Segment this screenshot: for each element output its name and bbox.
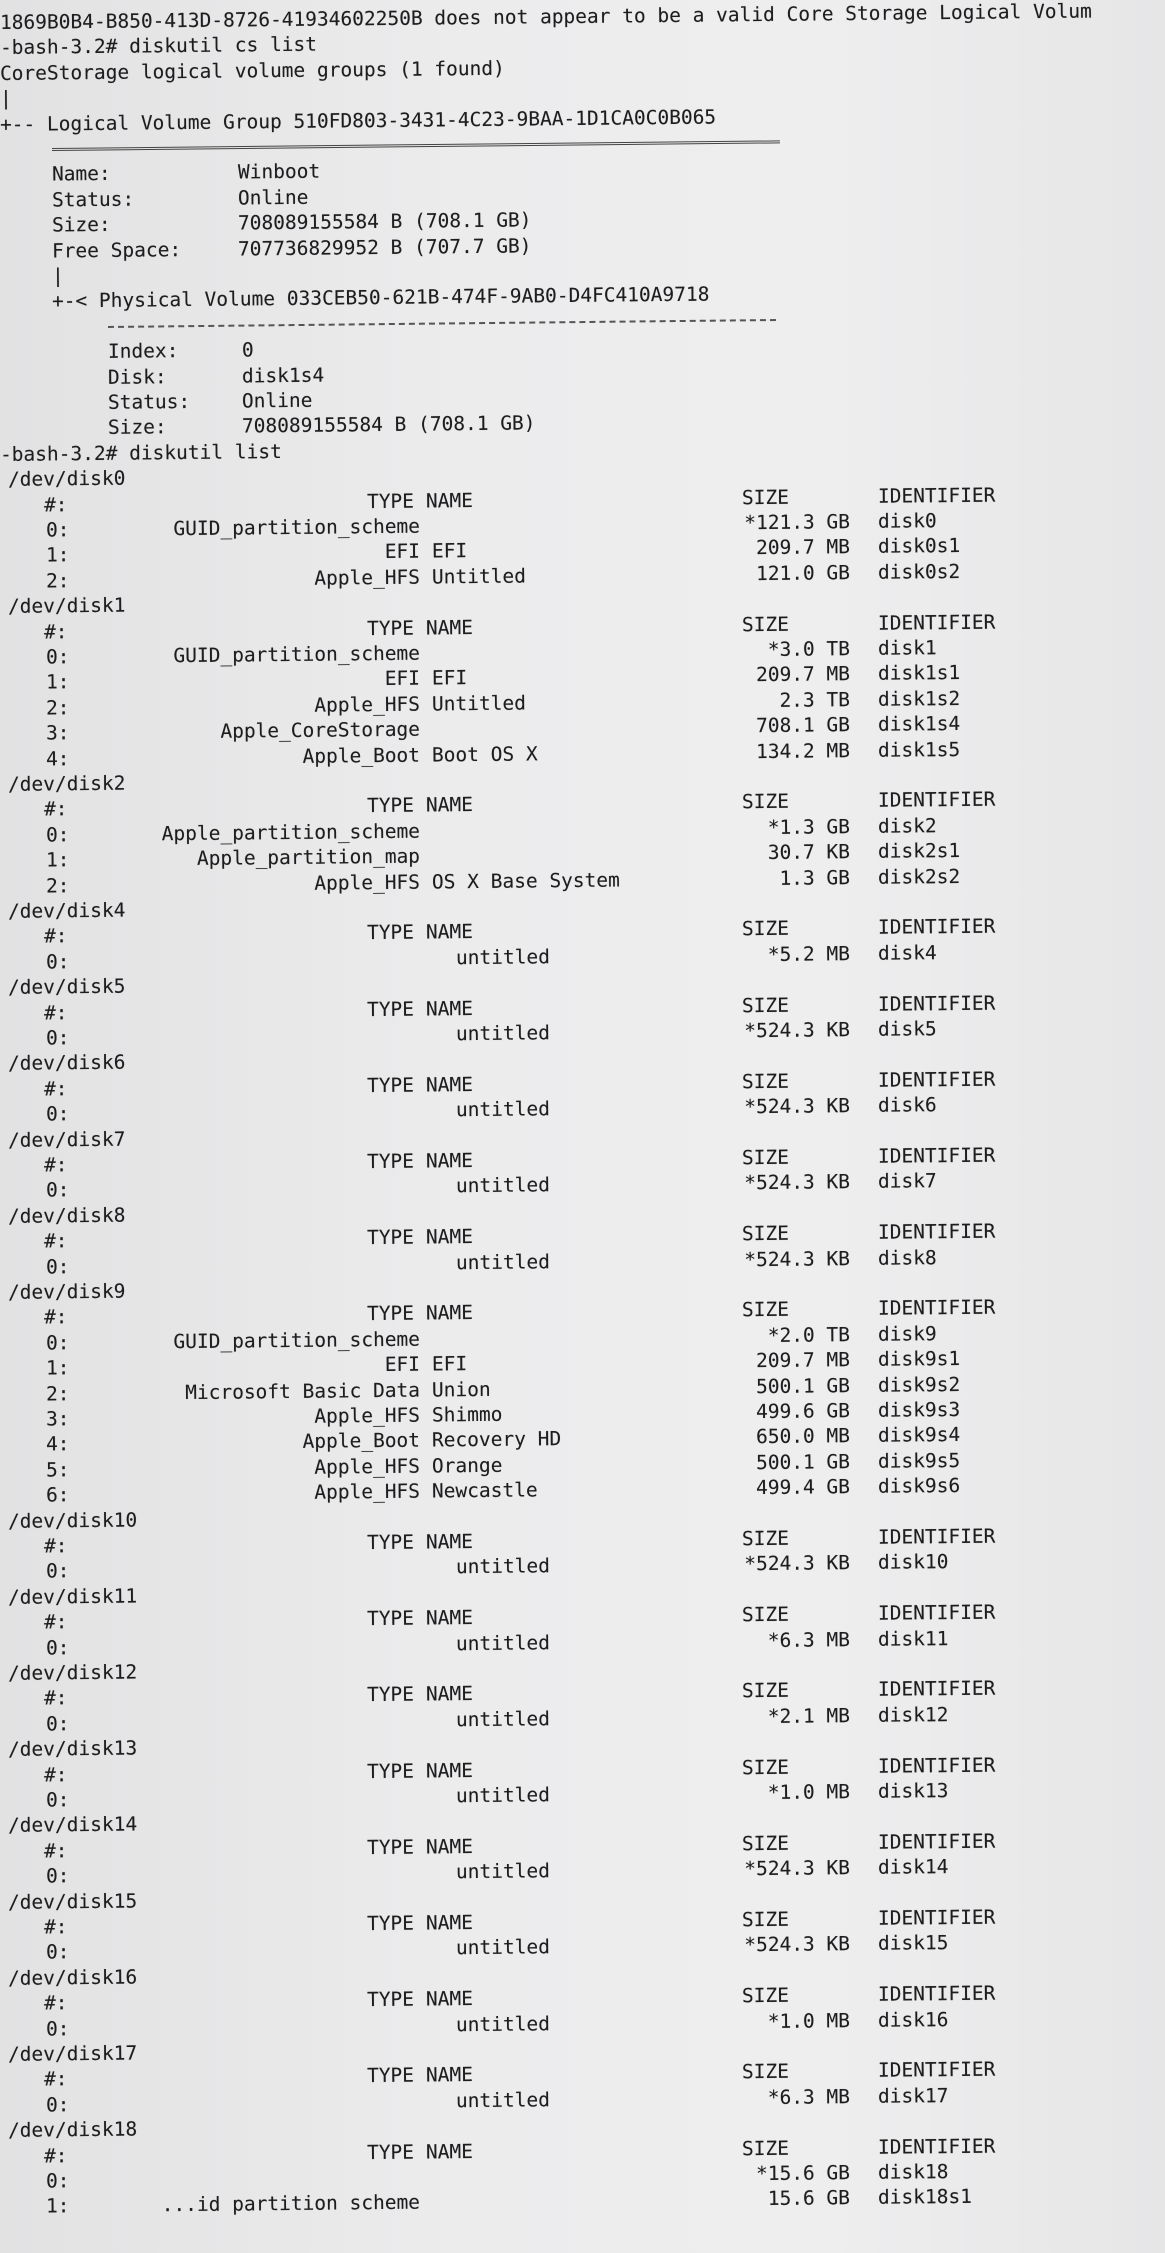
- partition-name: untitled: [455, 1630, 551, 1655]
- col-header-name: NAME: [425, 1834, 474, 1859]
- partition-size: 499.6 GB: [755, 1399, 851, 1424]
- partition-identifier: disk2s2: [877, 864, 961, 889]
- col-header-type: TYPE: [366, 1911, 415, 1936]
- partition-index: 0:: [45, 1940, 70, 1964]
- col-header-name: NAME: [425, 793, 474, 817]
- property-key: Index:: [107, 339, 179, 364]
- col-header-index: #:: [43, 1153, 68, 1177]
- property-value: Winboot: [237, 160, 321, 184]
- partition-identifier: disk1s2: [877, 686, 961, 711]
- property-key: Disk:: [107, 364, 167, 389]
- partition-size: 209.7 MB: [755, 535, 851, 560]
- partition-size: *6.3 MB: [767, 2084, 851, 2109]
- col-header-type: TYPE: [366, 794, 415, 818]
- partition-name: untitled: [455, 1935, 551, 1960]
- partition-type: EFI: [384, 666, 421, 691]
- property-key: Name:: [51, 162, 111, 186]
- col-header-identifier: IDENTIFIER: [877, 991, 996, 1016]
- property-value: 707736829952 B (707.7 GB): [237, 234, 532, 261]
- partition-identifier: disk12: [877, 1702, 949, 1727]
- partition-identifier: disk17: [877, 2083, 949, 2108]
- partition-name: untitled: [455, 1021, 551, 1046]
- disk-path-label: /dev/disk8: [7, 1203, 126, 1228]
- partition-type: Apple_HFS: [314, 1403, 421, 1428]
- partition-size: *1.0 MB: [767, 1780, 851, 1804]
- col-header-index: #:: [43, 2067, 68, 2091]
- col-header-size: SIZE: [741, 1145, 790, 1170]
- output-text: -bash-3.2# diskutil list: [0, 439, 282, 466]
- partition-index: 0:: [45, 1559, 70, 1583]
- partition-type: Apple_HFS: [314, 565, 421, 590]
- disk-path-label: /dev/disk11: [7, 1584, 138, 1609]
- partition-identifier: disk1s4: [877, 712, 961, 736]
- partition-type: ...id partition scheme: [161, 2190, 421, 2217]
- output-text: |: [0, 87, 12, 111]
- col-header-name: NAME: [425, 2139, 474, 2164]
- partition-identifier: disk16: [877, 2007, 949, 2032]
- partition-size: *6.3 MB: [767, 1627, 851, 1652]
- property-key: Status:: [51, 187, 135, 212]
- partition-identifier: disk9s6: [877, 1474, 961, 1498]
- partition-size: *524.3 KB: [744, 1170, 851, 1195]
- disk-path-label: /dev/disk5: [7, 974, 126, 1000]
- partition-type: Apple_HFS: [314, 1479, 421, 1504]
- partition-identifier: disk1: [877, 636, 937, 660]
- col-header-type: TYPE: [366, 1835, 415, 1859]
- col-header-type: TYPE: [366, 1987, 415, 2012]
- col-header-size: SIZE: [741, 993, 790, 1017]
- partition-size: 500.1 GB: [755, 1373, 851, 1398]
- col-header-index: #:: [43, 924, 68, 948]
- partition-size: *524.3 KB: [744, 1932, 851, 1957]
- disk-path-label: /dev/disk14: [7, 1812, 138, 1838]
- col-header-index: #:: [43, 1610, 68, 1634]
- output-text: |: [51, 264, 64, 288]
- col-header-size: SIZE: [741, 1526, 790, 1551]
- output-text: -bash-3.2# diskutil cs list: [0, 33, 318, 60]
- col-header-name: NAME: [425, 1606, 474, 1630]
- partition-index: 3:: [45, 721, 70, 745]
- partition-name: Untitled: [431, 564, 527, 589]
- col-header-identifier: IDENTIFIER: [877, 2057, 996, 2083]
- partition-type: Apple_HFS: [314, 692, 421, 717]
- partition-name: untitled: [455, 1173, 551, 1198]
- partition-identifier: disk0: [877, 509, 937, 533]
- col-header-name: NAME: [425, 1911, 474, 1935]
- col-header-identifier: IDENTIFIER: [877, 787, 996, 813]
- disk-path-label: /dev/disk6: [7, 1051, 126, 1076]
- separator-rule: [52, 140, 780, 151]
- col-header-type: TYPE: [366, 1530, 415, 1555]
- col-header-type: TYPE: [366, 1149, 415, 1174]
- output-text: 1869B0B4-B850-413D-8726-41934602250B does not appear to be a valid Core Storage Logical Volum: [0, 0, 1092, 34]
- partition-index: 0:: [45, 2016, 70, 2041]
- col-header-index: #:: [43, 1534, 68, 1558]
- partition-identifier: disk6: [877, 1093, 937, 1117]
- partition-size: 15.6 GB: [767, 2186, 851, 2211]
- partition-identifier: disk9s1: [877, 1347, 961, 1371]
- disk-path-label: /dev/disk13: [7, 1736, 138, 1762]
- partition-size: 708.1 GB: [755, 713, 851, 738]
- partition-type: EFI: [384, 539, 421, 564]
- col-header-type: TYPE: [366, 2064, 415, 2088]
- col-header-size: SIZE: [741, 917, 790, 941]
- disk-path-label: /dev/disk4: [7, 898, 126, 923]
- partition-index: 2:: [45, 569, 70, 593]
- col-header-index: #:: [43, 1000, 68, 1025]
- property-value: Online: [237, 185, 309, 210]
- partition-type: GUID_partition_scheme: [173, 641, 421, 668]
- property-value: 0: [241, 338, 254, 362]
- col-header-type: TYPE: [366, 1302, 415, 1326]
- col-header-type: TYPE: [366, 1225, 415, 1250]
- partition-size: *3.0 TB: [767, 637, 851, 661]
- partition-name: untitled: [455, 1783, 551, 1808]
- partition-type: Apple_partition_map: [196, 844, 421, 871]
- partition-size: 650.0 MB: [755, 1424, 851, 1449]
- partition-size: *2.0 TB: [767, 1322, 851, 1347]
- partition-index: 0:: [45, 645, 70, 669]
- col-header-size: SIZE: [741, 612, 790, 636]
- partition-name: untitled: [455, 1707, 551, 1732]
- partition-name: Untitled: [431, 691, 527, 716]
- partition-identifier: disk18: [877, 2160, 949, 2184]
- partition-type: Apple_Boot: [302, 1428, 421, 1454]
- property-value: 708089155584 B (708.1 GB): [241, 411, 536, 438]
- col-header-identifier: IDENTIFIER: [877, 1829, 996, 1854]
- partition-size: *121.3 GB: [744, 510, 851, 535]
- col-header-identifier: IDENTIFIER: [877, 1295, 996, 1321]
- partition-index: 1:: [45, 1356, 70, 1380]
- partition-size: *524.3 KB: [744, 1856, 851, 1881]
- col-header-size: SIZE: [741, 1069, 790, 1094]
- partition-index: 0:: [45, 1864, 70, 1888]
- partition-name: Orange: [431, 1453, 503, 1478]
- partition-identifier: disk13: [877, 1779, 949, 1803]
- partition-size: *524.3 KB: [744, 1018, 851, 1043]
- disk-path-label: /dev/disk1: [7, 593, 126, 619]
- partition-identifier: disk0s1: [877, 534, 961, 559]
- partition-name: Newcastle: [431, 1478, 538, 1503]
- partition-size: 30.7 KB: [767, 840, 851, 865]
- col-header-index: #:: [43, 1839, 68, 1863]
- partition-identifier: disk1s1: [877, 661, 961, 686]
- disk-path-label: /dev/disk7: [7, 1127, 126, 1152]
- partition-name: untitled: [455, 1249, 551, 1274]
- partition-index: 0:: [45, 1712, 70, 1736]
- property-value: disk1s4: [241, 363, 325, 388]
- col-header-index: #:: [43, 492, 68, 517]
- col-header-name: NAME: [425, 2063, 474, 2087]
- partition-size: 134.2 MB: [755, 738, 851, 763]
- disk-path-label: /dev/disk9: [7, 1279, 126, 1304]
- partition-index: 2:: [45, 696, 70, 720]
- col-header-identifier: IDENTIFIER: [877, 1981, 996, 2006]
- col-header-index: #:: [43, 1915, 68, 1939]
- partition-identifier: disk11: [877, 1626, 949, 1651]
- col-header-name: NAME: [425, 488, 474, 513]
- col-header-identifier: IDENTIFIER: [877, 1905, 996, 1930]
- col-header-name: NAME: [425, 1072, 474, 1097]
- partition-size: *15.6 GB: [755, 2161, 851, 2186]
- partition-index: 1:: [45, 543, 70, 567]
- partition-identifier: disk9s3: [877, 1397, 961, 1422]
- partition-name: Boot OS X: [431, 741, 538, 767]
- disk-path-label: /dev/disk2: [7, 771, 126, 796]
- disk-path-label: /dev/disk0: [7, 466, 126, 492]
- partition-index: 0:: [45, 823, 70, 847]
- partition-type: EFI: [384, 1352, 421, 1377]
- col-header-identifier: IDENTIFIER: [877, 1143, 996, 1168]
- partition-name: EFI: [431, 666, 468, 690]
- partition-index: 1:: [45, 670, 70, 694]
- partition-identifier: disk18s1: [877, 2185, 972, 2210]
- partition-identifier: disk10: [877, 1550, 949, 1575]
- col-header-name: NAME: [425, 1149, 474, 1173]
- col-header-size: SIZE: [741, 1983, 790, 2008]
- col-header-index: #:: [43, 1077, 68, 1101]
- partition-type: GUID_partition_scheme: [173, 1327, 421, 1353]
- col-header-name: NAME: [425, 996, 474, 1021]
- output-text: CoreStorage logical volume groups (1 found): [0, 56, 505, 85]
- partition-identifier: disk9: [877, 1321, 937, 1346]
- separator-rule: [108, 319, 776, 328]
- col-header-type: TYPE: [366, 1683, 415, 1707]
- partition-index: 0:: [45, 950, 70, 974]
- disk-path-label: /dev/disk18: [7, 2117, 138, 2143]
- partition-type: Apple_Boot: [302, 743, 421, 768]
- partition-size: *524.3 KB: [744, 1094, 851, 1119]
- output-text: +-< Physical Volume 033CEB50-621B-474F-9AB0-D4FC410A9718: [51, 282, 710, 313]
- partition-identifier: disk2: [877, 813, 937, 838]
- partition-size: *524.3 KB: [744, 1551, 851, 1576]
- partition-name: untitled: [455, 945, 551, 970]
- partition-identifier: disk9s2: [877, 1372, 961, 1397]
- col-header-size: SIZE: [741, 1298, 790, 1322]
- partition-index: 0:: [45, 518, 70, 542]
- partition-type: Microsoft Basic Data: [185, 1378, 421, 1404]
- col-header-type: TYPE: [366, 1606, 415, 1631]
- partition-name: untitled: [455, 2011, 551, 2036]
- col-header-identifier: IDENTIFIER: [877, 914, 996, 940]
- disk-path-label: /dev/disk12: [7, 1660, 138, 1685]
- partition-identifier: disk7: [877, 1169, 937, 1194]
- disk-path-label: /dev/disk15: [7, 1889, 138, 1914]
- partition-size: *1.0 MB: [767, 2008, 851, 2033]
- col-header-name: NAME: [425, 1530, 474, 1554]
- partition-index: 0:: [45, 1635, 70, 1660]
- property-key: Status:: [107, 390, 191, 414]
- partition-identifier: disk15: [877, 1931, 949, 1956]
- partition-identifier: disk0s2: [877, 559, 961, 584]
- col-header-name: NAME: [425, 1225, 474, 1249]
- col-header-type: TYPE: [366, 616, 415, 640]
- partition-index: 6:: [45, 1483, 70, 1507]
- partition-name: EFI: [431, 1352, 468, 1376]
- col-header-type: TYPE: [366, 2140, 415, 2164]
- col-header-identifier: IDENTIFIER: [877, 1600, 996, 1625]
- partition-identifier: disk5: [877, 1017, 937, 1041]
- partition-identifier: disk9s5: [877, 1448, 961, 1473]
- col-header-size: SIZE: [741, 1831, 790, 1856]
- col-header-index: #:: [43, 797, 68, 821]
- partition-index: 0:: [45, 1254, 70, 1279]
- partition-name: untitled: [455, 1554, 551, 1579]
- col-header-name: NAME: [425, 1301, 474, 1325]
- col-header-index: #:: [43, 1686, 68, 1710]
- partition-identifier: disk14: [877, 1855, 949, 1879]
- col-header-size: SIZE: [741, 1755, 790, 1779]
- partition-index: 3:: [45, 1407, 70, 1431]
- col-header-identifier: IDENTIFIER: [877, 2134, 996, 2159]
- col-header-name: NAME: [425, 615, 474, 640]
- partition-index: 2:: [45, 1381, 70, 1406]
- partition-size: 499.4 GB: [755, 1475, 851, 1500]
- col-header-index: #:: [43, 619, 68, 644]
- property-value: Online: [241, 388, 313, 413]
- col-header-type: TYPE: [366, 1073, 415, 1097]
- col-header-type: TYPE: [366, 489, 415, 513]
- partition-identifier: disk1s5: [877, 737, 961, 762]
- partition-index: 4:: [45, 746, 70, 771]
- col-header-index: #:: [43, 1991, 68, 2015]
- partition-index: 0:: [45, 2093, 70, 2117]
- partition-identifier: disk4: [877, 940, 937, 965]
- partition-size: 121.0 GB: [755, 560, 851, 585]
- partition-index: 0:: [45, 1331, 70, 1355]
- col-header-name: NAME: [425, 920, 474, 944]
- partition-type: GUID_partition_scheme: [173, 514, 421, 541]
- property-key: Size:: [51, 213, 111, 237]
- partition-size: 1.3 GB: [779, 865, 851, 890]
- partition-size: *2.1 MB: [767, 1703, 851, 1728]
- partition-index: 1:: [45, 848, 70, 872]
- col-header-identifier: IDENTIFIER: [877, 1676, 996, 1702]
- partition-name: untitled: [455, 2088, 551, 2113]
- col-header-size: SIZE: [741, 2060, 790, 2084]
- partition-name: Recovery HD: [431, 1427, 562, 1452]
- col-header-identifier: IDENTIFIER: [877, 1524, 996, 1549]
- partition-index: 1:: [45, 2194, 70, 2218]
- partition-identifier: disk2s1: [877, 839, 961, 863]
- col-header-identifier: IDENTIFIER: [877, 1753, 996, 1778]
- col-header-identifier: IDENTIFIER: [877, 1067, 996, 1092]
- col-header-identifier: IDENTIFIER: [877, 483, 996, 508]
- partition-name: untitled: [455, 1859, 551, 1884]
- partition-identifier: disk9s4: [877, 1423, 961, 1448]
- col-header-size: SIZE: [741, 1907, 790, 1932]
- col-header-name: NAME: [425, 1682, 474, 1706]
- disk-path-label: /dev/disk17: [7, 2041, 138, 2066]
- col-header-type: TYPE: [366, 921, 415, 945]
- partition-index: 2:: [45, 873, 70, 898]
- partition-index: 4:: [45, 1432, 70, 1456]
- partition-name: OS X Base System: [431, 868, 620, 894]
- col-header-size: SIZE: [741, 790, 790, 814]
- col-header-type: TYPE: [366, 997, 415, 1021]
- partition-name: untitled: [455, 1097, 551, 1122]
- disk-path-label: /dev/disk10: [7, 1508, 138, 1533]
- col-header-name: NAME: [425, 1987, 474, 2011]
- partition-size: 500.1 GB: [755, 1449, 851, 1474]
- output-text: +-- Logical Volume Group 510FD803-3431-4C23-9BAA-1D1CA0C0B065: [0, 105, 717, 136]
- property-key: Free Space:: [51, 237, 182, 263]
- partition-name: EFI: [431, 539, 468, 563]
- col-header-identifier: IDENTIFIER: [877, 1219, 996, 1244]
- partition-index: 5:: [45, 1458, 70, 1482]
- partition-size: 209.7 MB: [755, 1348, 851, 1373]
- partition-type: Apple_CoreStorage: [220, 717, 421, 743]
- partition-index: 0:: [45, 1178, 70, 1202]
- col-header-name: NAME: [425, 1758, 474, 1783]
- partition-name: Shimmo: [431, 1402, 503, 1427]
- partition-index: 0:: [45, 1788, 70, 1812]
- col-header-size: SIZE: [741, 1602, 790, 1627]
- col-header-identifier: IDENTIFIER: [877, 610, 996, 635]
- partition-size: *5.2 MB: [767, 941, 851, 966]
- col-header-index: #:: [43, 1305, 68, 1329]
- partition-type: Apple_HFS: [314, 870, 421, 895]
- col-header-size: SIZE: [741, 2136, 790, 2160]
- partition-size: *524.3 KB: [744, 1246, 851, 1271]
- col-header-index: #:: [43, 2143, 68, 2168]
- partition-type: Apple_partition_scheme: [161, 819, 421, 846]
- partition-index: 0:: [45, 1102, 70, 1126]
- col-header-index: #:: [43, 1762, 68, 1787]
- col-header-type: TYPE: [366, 1759, 415, 1783]
- col-header-size: SIZE: [741, 1679, 790, 1703]
- partition-size: *1.3 GB: [767, 814, 851, 839]
- partition-name: Union: [431, 1377, 491, 1402]
- col-header-size: SIZE: [741, 1221, 790, 1246]
- property-key: Size:: [107, 415, 167, 440]
- partition-size: 209.7 MB: [755, 662, 851, 687]
- partition-identifier: disk8: [877, 1245, 937, 1270]
- partition-index: 0:: [45, 1026, 70, 1050]
- col-header-size: SIZE: [741, 485, 790, 509]
- partition-type: Apple_HFS: [314, 1454, 421, 1479]
- partition-size: 2.3 TB: [779, 687, 851, 712]
- partition-index: 0:: [45, 2169, 70, 2193]
- disk-path-label: /dev/disk16: [7, 1965, 138, 1990]
- property-value: 708089155584 B (708.1 GB): [237, 208, 532, 235]
- col-header-index: #:: [43, 1229, 68, 1253]
